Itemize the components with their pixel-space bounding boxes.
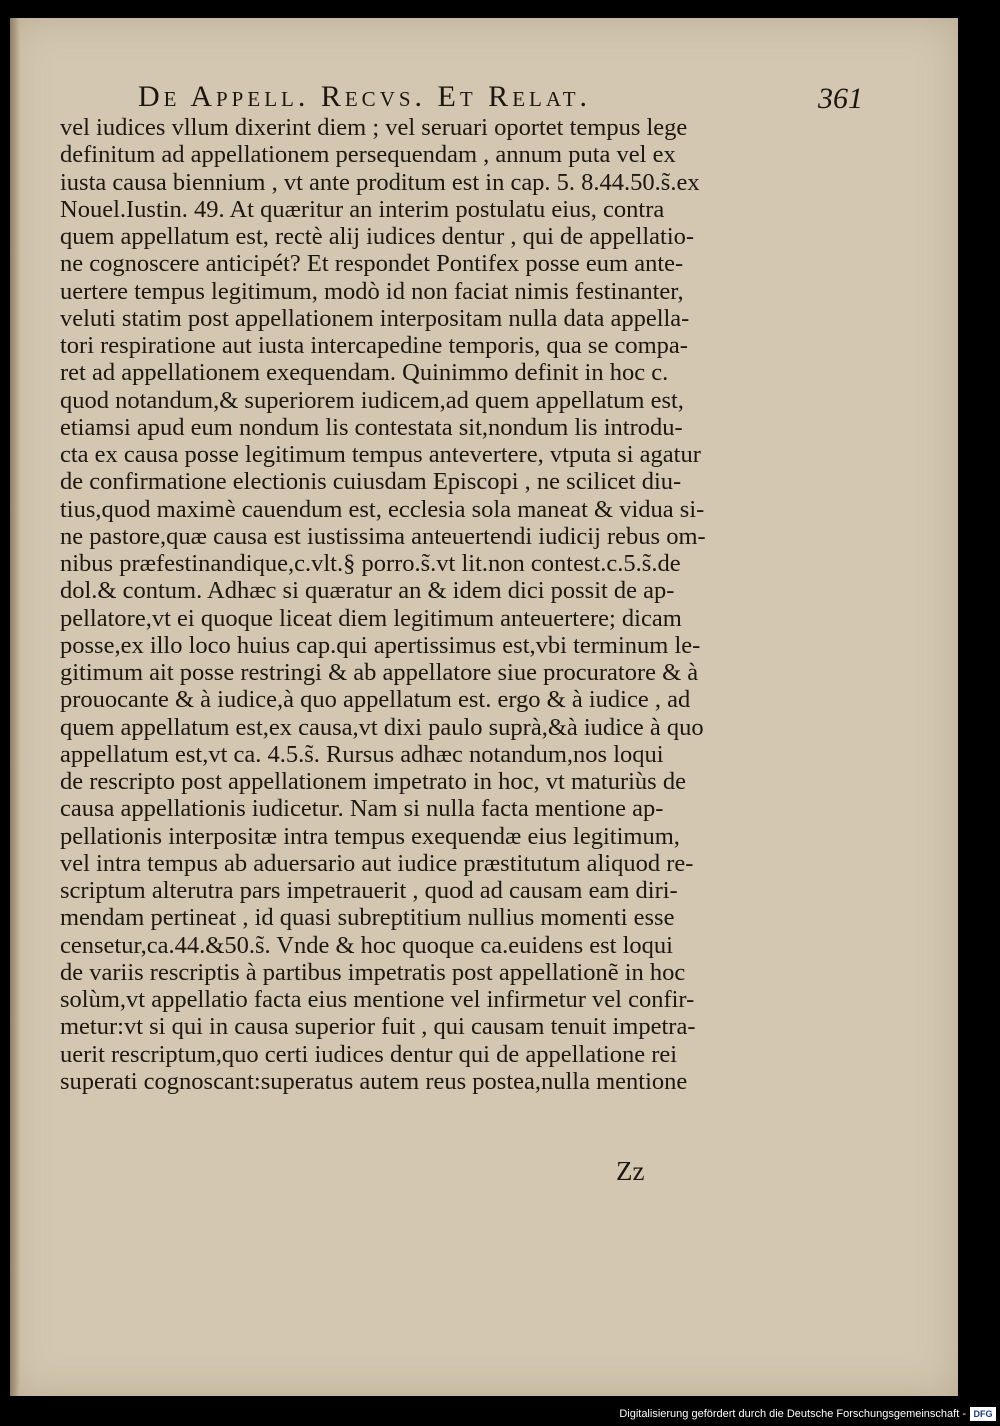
text-line: ne cognoscere anticipét? Et respondet Pontifex posse eum ante-	[60, 250, 684, 278]
text-line: tius,quod maximè cauendum est, ecclesia sola maneat & vidua si-	[60, 495, 705, 523]
text-line: ne pastore,quæ causa est iustissima anteuertendi iudicij rebus om-	[60, 522, 706, 550]
text-line: de rescripto post appellationem impetrato in hoc, vt maturiùs de	[60, 768, 686, 795]
text-line: iusta causa biennium , vt ante proditum est in cap. 5. 8.44.50.s̃.ex	[60, 168, 700, 196]
text-line: de confirmatione electionis cuiusdam Episcopi , ne scilicet diu-	[60, 468, 682, 496]
text-line: Nouel.Iustin. 49. At quæritur an interim postulatu eius, contra	[60, 195, 665, 223]
text-line: tori respiratione aut iusta intercapedine temporis, qua se compa-	[60, 332, 688, 359]
text-line: solùm,vt appellatio facta eius mentione vel infirmetur vel confir-	[60, 986, 695, 1013]
text-line: prouocante & à iudice,à quo appellatum est. ergo & à iudice , ad	[60, 686, 691, 714]
text-line: vel iudices vllum dixerint diem ; vel seruari oportet tempus lege	[60, 114, 688, 141]
text-line: quem appellatum est, rectè alij iudices dentur , qui de appellatio-	[60, 223, 695, 250]
text-line: veluti statim post appellationem interpositam nulla data appella-	[60, 304, 690, 332]
text-line: causa appellationis iudicetur. Nam si nulla facta mentione ap-	[60, 795, 664, 823]
text-line: metur:vt si qui in causa superior fuit , qui causam tenuit impetra-	[60, 1013, 696, 1041]
text-line: cta ex causa posse legitimum tempus antevertere, vtputa si agatur	[60, 441, 701, 468]
text-line: quod notandum,& superiorem iudicem,ad quem appellatum est,	[60, 386, 684, 414]
text-line: etiamsi apud eum nondum lis contestata sit,nondum lis introdu-	[60, 413, 683, 441]
book-page	[10, 18, 958, 1396]
dfg-logo: DFG	[970, 1407, 996, 1421]
text-line: uertere tempus legitimum, modò id non faciat nimis festinanter,	[60, 277, 684, 305]
text-line: posse,ex illo loco huius cap.qui apertissimus est,vbi terminum le-	[60, 631, 701, 659]
text-line: de variis rescriptis à partibus impetratis post appellationẽ in hoc	[60, 958, 686, 986]
text-line: superati cognoscant:superatus autem reus postea,nulla mentione	[60, 1067, 688, 1095]
body-text	[60, 114, 788, 1095]
text-line: appellatum est,vt ca. 4.5.s̃. Rursus adhæc notandum,nos loqui	[60, 740, 664, 768]
text-line: mendam pertineat , id quasi subreptitium nullius momenti esse	[60, 904, 675, 932]
page-gutter	[10, 18, 20, 1396]
digitization-credit: Digitalisierung gefördert durch die Deutsche Forschungsgemeinschaft -	[619, 1408, 966, 1420]
text-line: scriptum alterutra pars impetrauerit , quod ad causam eam diri-	[60, 877, 678, 904]
running-header: De Appell. Recvs. Et Relat.	[138, 80, 592, 113]
text-line: gitimum ait posse restringi & ab appellatore siue procuratore & à	[60, 659, 699, 686]
text-line: pellationis interpositæ intra tempus exequendæ eius legitimum,	[60, 822, 680, 850]
text-line: vel intra tempus ab aduersario aut iudice præstitutum aliquod re-	[60, 849, 694, 877]
catchword: Zz	[616, 1156, 645, 1186]
page-number: 361	[818, 82, 863, 115]
text-line: definitum ad appellationem persequendam , annum puta vel ex	[60, 141, 676, 169]
text-line: quem appellatum est,ex causa,vt dixi paulo suprà,&à iudice à quo	[60, 713, 704, 741]
text-line: uerit rescriptum,quo certi iudices dentur qui de appellatione rei	[60, 1040, 678, 1068]
text-line: nibus præfestinandique,c.vlt.§ porro.s̃.vt lit.non contest.c.5.s̃.de	[60, 550, 681, 577]
text-line: censetur,ca.44.&50.s̃. Vnde & hoc quoque ca.euidens est loqui	[60, 931, 673, 959]
text-line: ret ad appellationem exequendam. Quinimmo definit in hoc c.	[60, 359, 669, 387]
text-line: dol.& contum. Adhæc si quæratur an & idem dici possit de ap-	[60, 577, 675, 605]
text-line: pellatore,vt ei quoque liceat diem legitimum anteuertere; dicam	[60, 604, 682, 632]
